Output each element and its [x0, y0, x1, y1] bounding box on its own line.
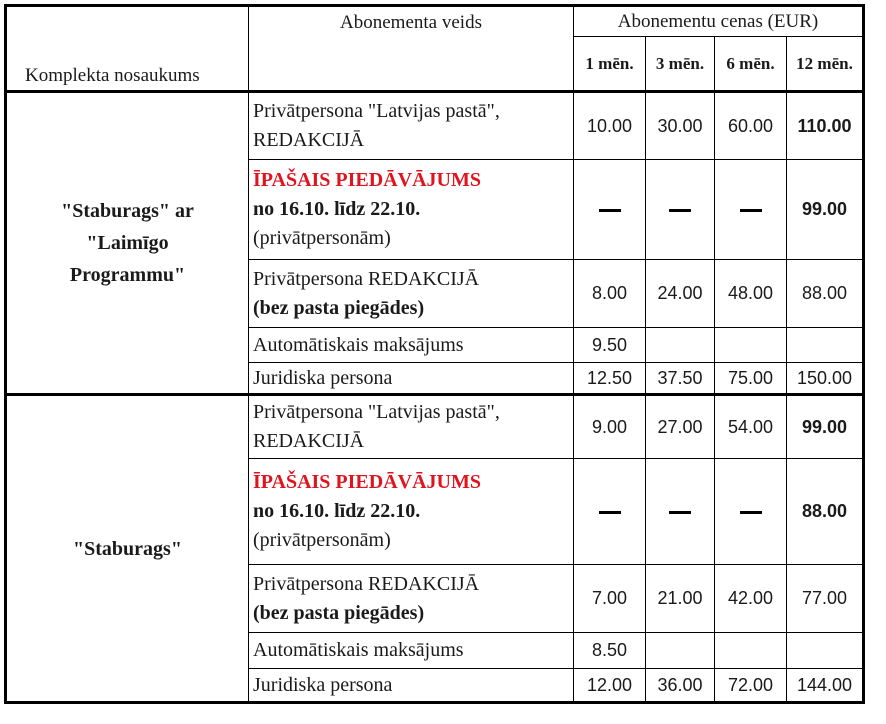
price-6m: 48.00 [715, 260, 787, 328]
offer-dates: no 16.10. līdz 22.10. [253, 198, 421, 220]
header-row-top [6, 6, 864, 37]
subscription-type-cell: Automātiskais maksājums [249, 633, 574, 669]
price-6m: 42.00 [715, 565, 787, 633]
price-1m: 9.50 [574, 328, 646, 363]
set-name-staburags [6, 395, 249, 703]
type-line: REDAKCIJĀ [253, 430, 365, 452]
price-12m: 150.00 [787, 363, 864, 395]
special-offer-cell [249, 160, 574, 260]
price-12m: 88.00 [787, 260, 864, 328]
price-3m: 37.50 [646, 363, 715, 395]
subscription-price-table [4, 4, 865, 704]
price-1m: 8.50 [574, 633, 646, 669]
price-6m: 54.00 [715, 395, 787, 459]
price-12m: 99.00 [787, 160, 864, 260]
price-3m [646, 328, 715, 363]
special-offer-label: ĪPAŠAIS PIEDĀVĀJUMS [253, 471, 481, 493]
price-3m [646, 160, 715, 260]
price-6m: 60.00 [715, 92, 787, 160]
price-1m [574, 160, 646, 260]
set-name-line: "Laimīgo [86, 232, 169, 254]
dash-mark [740, 209, 762, 212]
header-period-12: 12 mēn. [787, 37, 864, 92]
price-3m: 27.00 [646, 395, 715, 459]
set-name-line: "Staburags" [73, 537, 182, 560]
price-6m [715, 633, 787, 669]
price-3m: 30.00 [646, 92, 715, 160]
offer-note: (privātpersonām) [253, 529, 391, 551]
subscription-type-cell [249, 92, 574, 160]
price-6m [715, 328, 787, 363]
special-offer-label: ĪPAŠAIS PIEDĀVĀJUMS [253, 169, 481, 191]
set-name-laimigo [6, 92, 249, 395]
set-name-line: "Staburags" ar [61, 200, 194, 222]
type-line: Privātpersona REDAKCIJĀ [253, 572, 480, 595]
table-row [6, 395, 864, 459]
dash-mark [669, 209, 691, 212]
type-line: Privātpersona REDAKCIJĀ [253, 267, 480, 290]
header-period-6: 6 mēn. [715, 37, 787, 92]
table-row [6, 92, 864, 160]
type-line: REDAKCIJĀ [253, 129, 365, 151]
price-3m [646, 459, 715, 565]
special-offer-cell [249, 459, 574, 565]
subscription-type-cell [249, 395, 574, 459]
offer-note: (privātpersonām) [253, 227, 391, 249]
price-3m: 36.00 [646, 669, 715, 703]
type-line: Privātpersona "Latvijas pastā", [253, 401, 500, 423]
price-1m: 8.00 [574, 260, 646, 328]
dash-mark [740, 511, 762, 514]
subscription-type-cell [249, 565, 574, 633]
header-set-name: Komplekta nosaukums [6, 6, 249, 92]
type-line: (bez pasta piegādes) [253, 296, 425, 319]
price-1m: 12.00 [574, 669, 646, 703]
offer-dates: no 16.10. līdz 22.10. [253, 500, 421, 522]
header-prices: Abonementu cenas (EUR) [574, 6, 864, 37]
type-line: Privātpersona "Latvijas pastā", [253, 100, 500, 122]
price-6m: 75.00 [715, 363, 787, 395]
price-1m: 7.00 [574, 565, 646, 633]
subscription-type-cell: Juridiska persona [249, 669, 574, 703]
price-3m: 24.00 [646, 260, 715, 328]
price-3m: 21.00 [646, 565, 715, 633]
dash-mark [599, 511, 621, 514]
price-12m: 144.00 [787, 669, 864, 703]
price-6m [715, 160, 787, 260]
price-3m [646, 633, 715, 669]
header-period-1: 1 mēn. [574, 37, 646, 92]
price-6m: 72.00 [715, 669, 787, 703]
price-12m [787, 633, 864, 669]
dash-mark [599, 209, 621, 212]
set-name-line: Programmu" [69, 264, 186, 286]
price-12m: 77.00 [787, 565, 864, 633]
header-period-3: 3 mēn. [646, 37, 715, 92]
subscription-type-cell: Automātiskais maksājums [249, 328, 574, 363]
price-12m: 88.00 [787, 459, 864, 565]
type-line: (bez pasta piegādes) [253, 601, 425, 624]
price-1m [574, 459, 646, 565]
subscription-type-cell: Juridiska persona [249, 363, 574, 395]
price-1m: 9.00 [574, 395, 646, 459]
header-subscription-type: Abonementa veids [249, 6, 574, 92]
price-1m: 10.00 [574, 92, 646, 160]
price-12m: 110.00 [787, 92, 864, 160]
price-1m: 12.50 [574, 363, 646, 395]
price-12m: 99.00 [787, 395, 864, 459]
price-6m [715, 459, 787, 565]
subscription-type-cell [249, 260, 574, 328]
dash-mark [669, 511, 691, 514]
price-12m [787, 328, 864, 363]
